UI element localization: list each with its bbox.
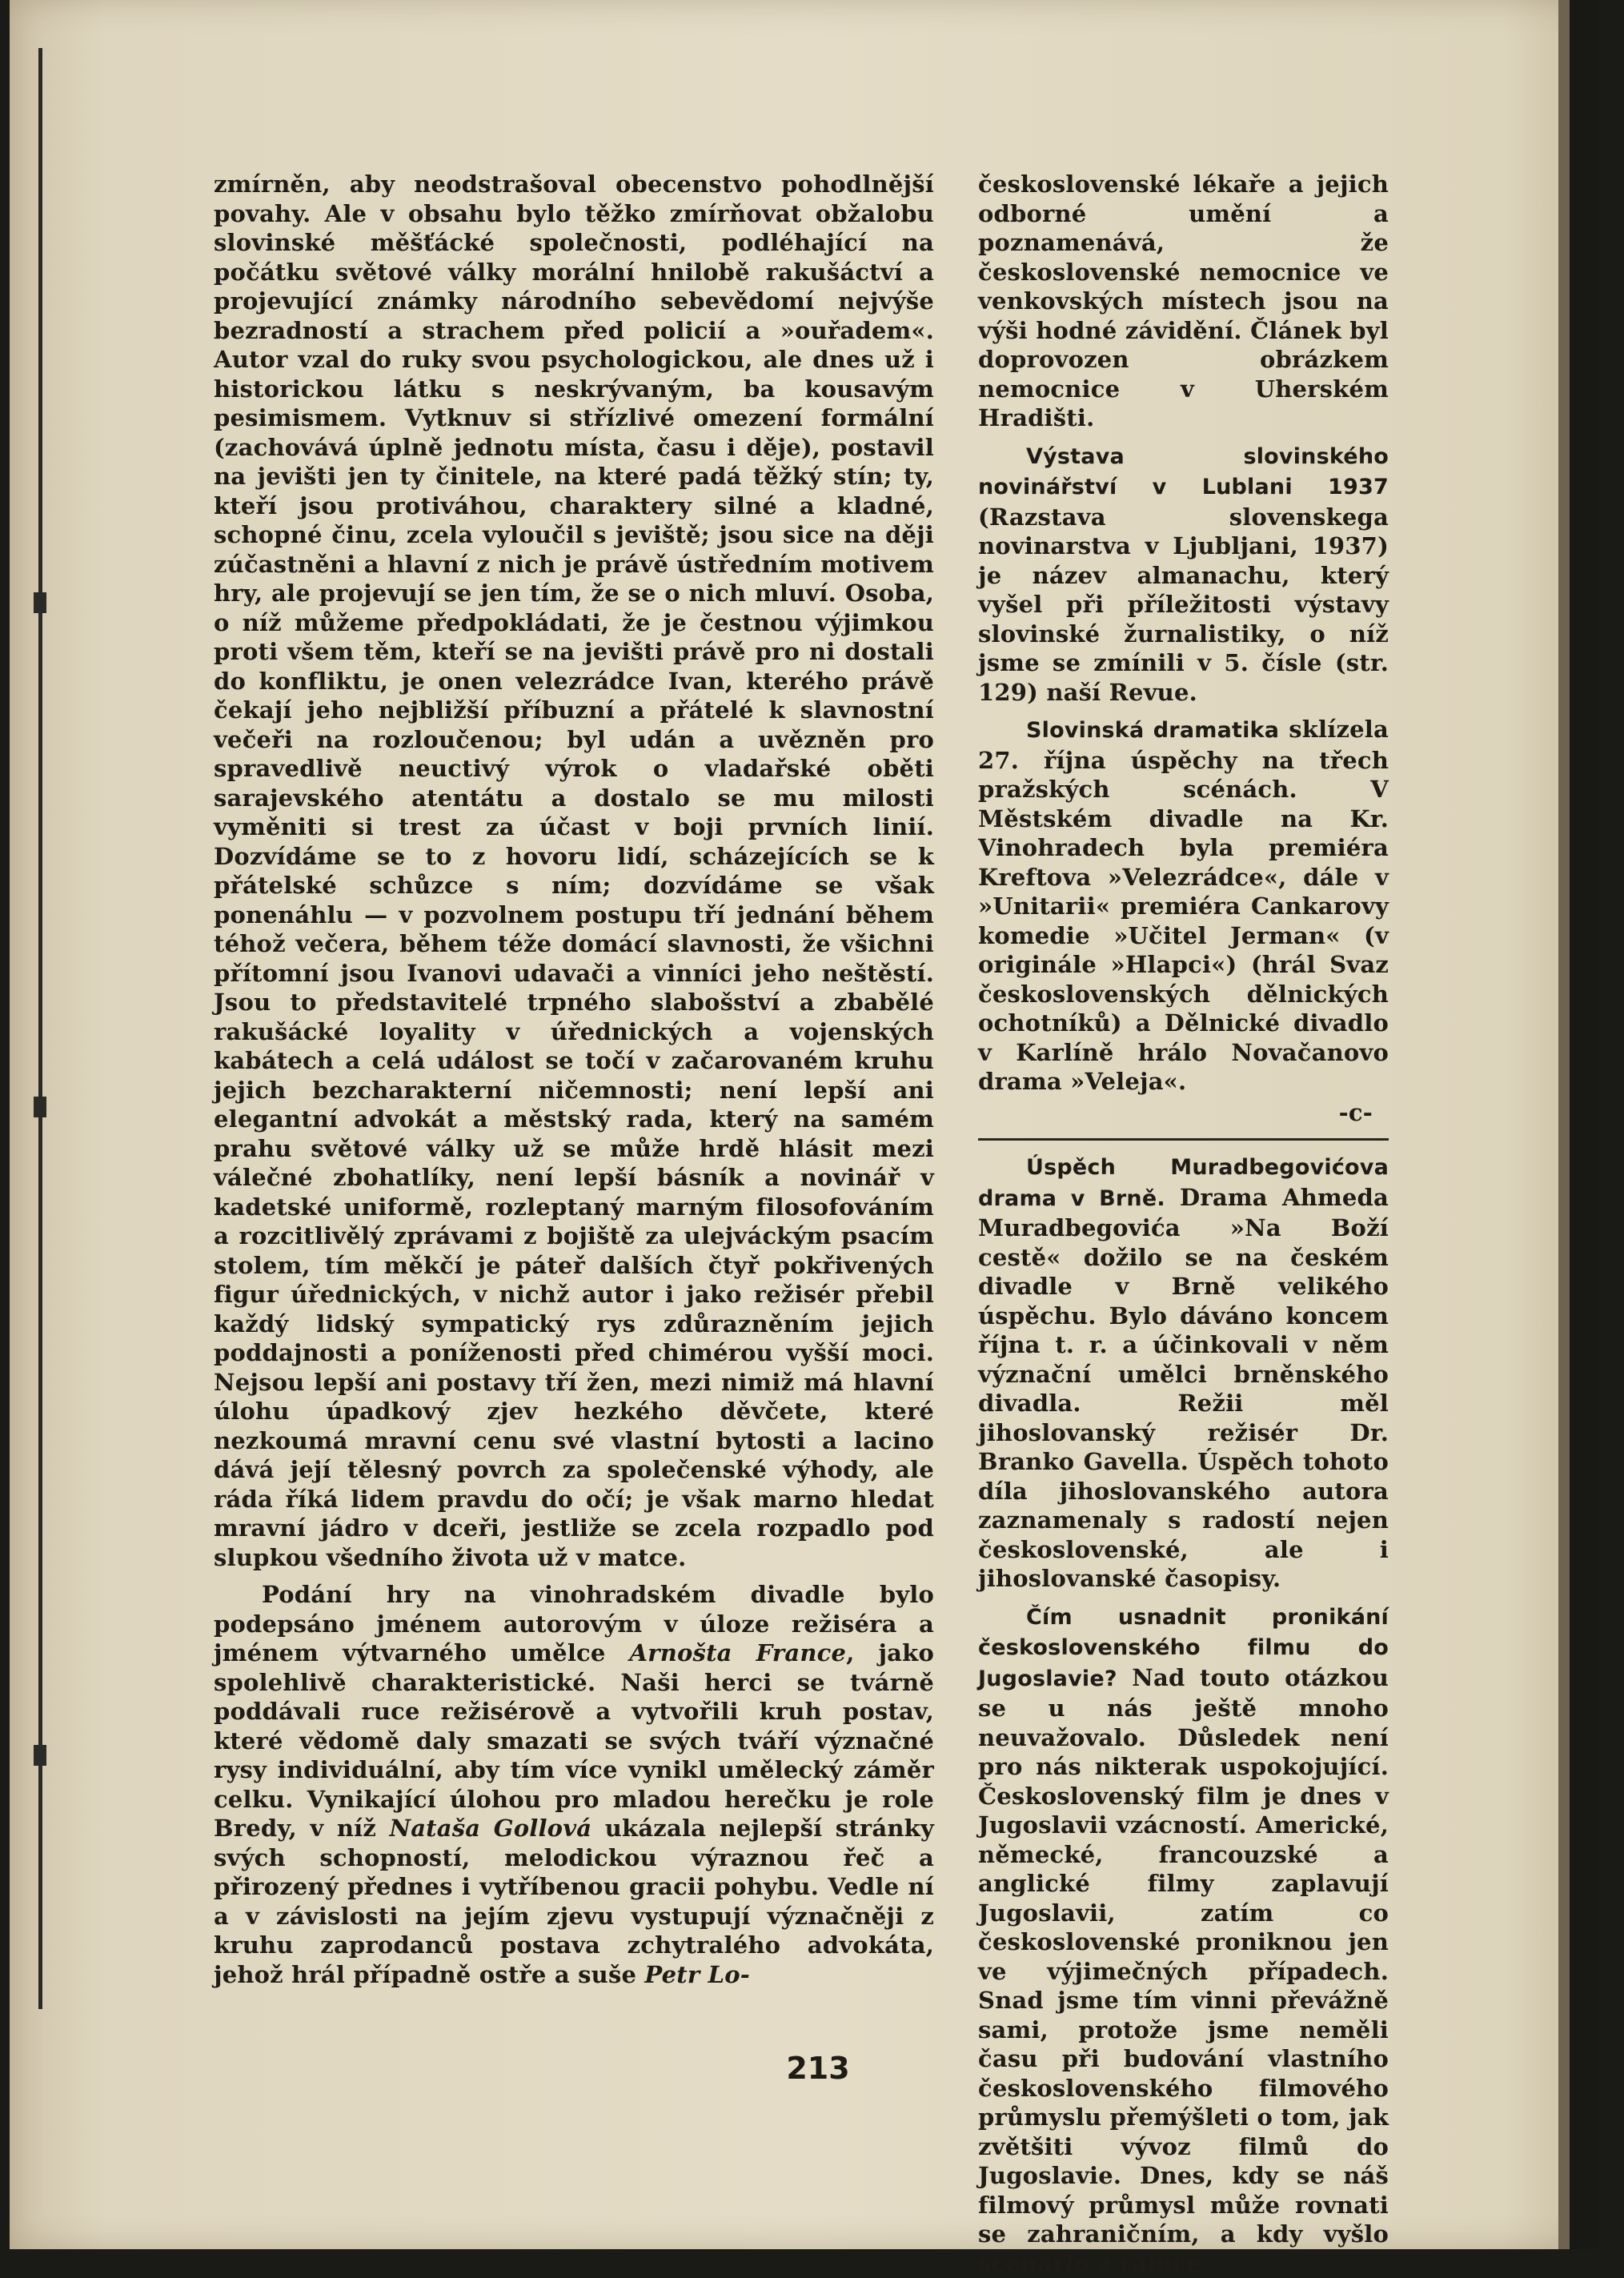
performance-paragraph <box>214 1580 934 1989</box>
review-paragraph: zmírněn, aby neodstrašoval obecenstvo pohodlnější povahy. Ale v obsahu bylo těžko zmírňovat obžalobu slovinské měšťácké společnosti, podléhající na počátku světové války morální hnilobě rakušáctví a projevující známky národního sebevědomí nejvýše bezradností a strachem před policií a »ouřadem«. Autor vzal do ruky svou psychologickou, ale dnes už i historickou látku s neskrývaným, ba kousavým pesimismem. Vytknuv si střízlivé omezení formální (zachovává úplně jednotu místa, času i děje), postavil na jevišti jen ty činitele, na které padá těžký stín; ty, kteří jsou protiváhou, charaktery silné a kladné, schopné činu, zcela vyloučil s jeviště; jsou sice na ději zúčastněni a hlavní z nich je právě ústředním motivem hry, ale projevují se jen tím, že se o nich mluví. Osoba, o níž můžeme předpokládati, že je čestnou výjimkou proti všem těm, kteří se na jevišti právě pro ni dostali do konfliktu, je onen velezrádce Ivan, kterého právě čekají jeho nejbližší příbuzní a přátelé k slavnostní večeři na rozloučenou; byl udán a uvězněn pro spravedlivě neuctivý výrok o vladařské oběti sarajevského atentátu a dostalo se mu milosti vyměniti si trest za účast v boji prvních linií. Dozvídáme se to z hovoru lidí, scházejících se k přátelské schůzce s ním; dozvídáme se však ponenáhlu — v pozvolnem postupu tří jednání během téhož večera, během téže domácí slavnosti, že všichni přítomní jsou Ivanovi udavači a vinníci jeho neštěstí. Jsou to představitelé trpného slabošství a zbabělé rakušácké loyality v úřednických a vojenských kabátech a celá událost se točí v začarovaném kruhu jejich bezcharakterní ničemnosti; není lepší ani elegantní advokát a městský rada, který na samém prahu světové války už se může hrdě hlásit mezi válečné zbohatlíky, není lepší básník a novinář v kadetské uniformě, rozleptaný marným filosofováním a rozcitlivělý zprávami z bojiště za ulejváckým psacím stolem, tím měkčí je páteř dalších čtyř pokřivených figur úřednických, v nichž autor i jako režisér přebil každý lidský sympatický rys zdůrazněním jejich poddajnosti a poníženosti před chimérou vyšší moci. Nejsou lepší ani postavy tří žen, mezi nimiž má hlavní úlohu úpadkový zjev hezkého děvčete, které nezkoumá mravní cenu své vlastní bytosti a lacino dává její tělesný povrch za společenské výhody, ale ráda říká lidem pravdu do očí; je však marno hledat mravní jádro v dceři, jestliže se zcela rozpadlo pod slupkou všedního života už v matce. <box>214 170 934 1572</box>
binding-mark <box>34 592 46 613</box>
binding-rule <box>38 48 42 2009</box>
news-item <box>978 1602 1389 2278</box>
news-item <box>978 441 1389 708</box>
news-item <box>978 1152 1389 1594</box>
text-run: Podání hry na vinohradském divadle bylo podepsáno jménem autorovým v úloze režiséra a jménem výtvarného umělce <box>214 1581 934 1666</box>
right-column <box>978 170 1389 2278</box>
binding-mark <box>34 1097 46 1117</box>
page-number: 213 <box>778 2051 858 2086</box>
news-item: československé lékaře a jejich odborné umění a poznamenává, že československé nemocnice ve venkovských místech jsou na výši hodné závidění. Článek byl doprovozen obrázkem nemocnice v Uherském Hradišti. <box>978 170 1389 433</box>
author-signature: -c- <box>978 1098 1389 1128</box>
person-name: Arnošta France <box>630 1639 847 1666</box>
section-divider <box>978 1138 1389 1141</box>
scan-border <box>1570 0 1598 2249</box>
news-headline: Slovinská dramatika <box>1026 718 1279 743</box>
page-edge <box>1558 0 1570 2249</box>
left-column <box>214 170 934 1989</box>
news-body: Drama Ahmeda Muradbegovića »Na Boží cestě« dožilo se na českém divadle v Brně velikého úspěchu. Bylo dáváno koncem října t. r. a účinkovali v něm význační umělci brněnského divadla. Režii měl jihoslovanský režisér Dr. Branko Gavella. Úspěch tohoto díla jihoslovanského autora zaznamenaly s radostí nejen československé, ale i jihoslovanské časopisy. <box>978 1184 1389 1593</box>
news-body: Nad touto otázkou se u nás ještě mnoho neuvažovalo. Důsledek není pro nás nikterak uspokojující. Československý film je dnes v Jugoslavii vzácností. Americké, německé, francouzské a anglické filmy zaplavují Jugoslavii, zatím co československé proniknou jen ve výjimečných případech. Snad jsme tím vinni převážně sami, protože jsme neměli času při budování vlastního československého filmového průmyslu přemýšleti o tom, jak zvětšiti vývoz filmů do Jugoslavie. Dnes, kdy se náš filmový průmysl může rovnati se zahraničním, a kdy vyšlo scenario z rámce <box>978 1664 1389 2277</box>
person-name: Petr Lo- <box>644 1961 750 1988</box>
binding-mark <box>34 1745 46 1766</box>
news-body: sklízela 27. října úspěchy na třech pražských scénách. V Městském divadle na Kr. Vinohradech byla premiéra Kreftova »Velezrádce«, dále v »Unitarii« premiéra Cankarovy komedie »Učitel Jerman« (v originále »Hlapci«) (hrál Svaz československých dělnických ochotníků) a Dělnické divadlo v Karlíně hrálo Novačanovo drama »Veleja«. <box>978 716 1389 1095</box>
news-item <box>978 715 1389 1097</box>
news-body: (Razstava slovenskega novinarstva v Ljubljani, 1937) je název almanachu, který vyšel při příležitosti výstavy slovinské žurnalistiky, o níž jsme se zmínili v 5. čísle (str. 129) naší Revue. <box>978 503 1389 706</box>
text-run: , jako spolehlivě charakteristické. Naši herci se tvárně poddávali ruce režisérově a vytvořili kruh postav, které vědomě daly smazati se svých tváří význačné rysy individuální, aby tím více vynikl umělecký záměr celku. Vynikající úlohou pro mladou herečku je role Bredy, v níž <box>214 1639 934 1842</box>
news-headline: Čím usnadnit pronikání československého filmu do Jugoslavie? <box>978 1605 1389 1691</box>
news-headline: Úspěch Muradbegovićova drama v Brně. <box>978 1155 1389 1211</box>
page-scan <box>10 0 1598 2249</box>
text-run: ukázala nejlepší stránky svých schopností, melodickou výraznou řeč a přirozený přednes i vytříbenou gracii pohybu. Vedle ní a v závislosti na jejím zjevu vystupují význačněji z kruhu zaprodanců postava zchytralého advokáta, jehož hrál případně ostře a suše <box>214 1815 934 1988</box>
news-headline: Výstava slovinského novinářství v Lublani 1937 <box>978 444 1389 500</box>
person-name: Nataša Gollová <box>389 1815 591 1842</box>
